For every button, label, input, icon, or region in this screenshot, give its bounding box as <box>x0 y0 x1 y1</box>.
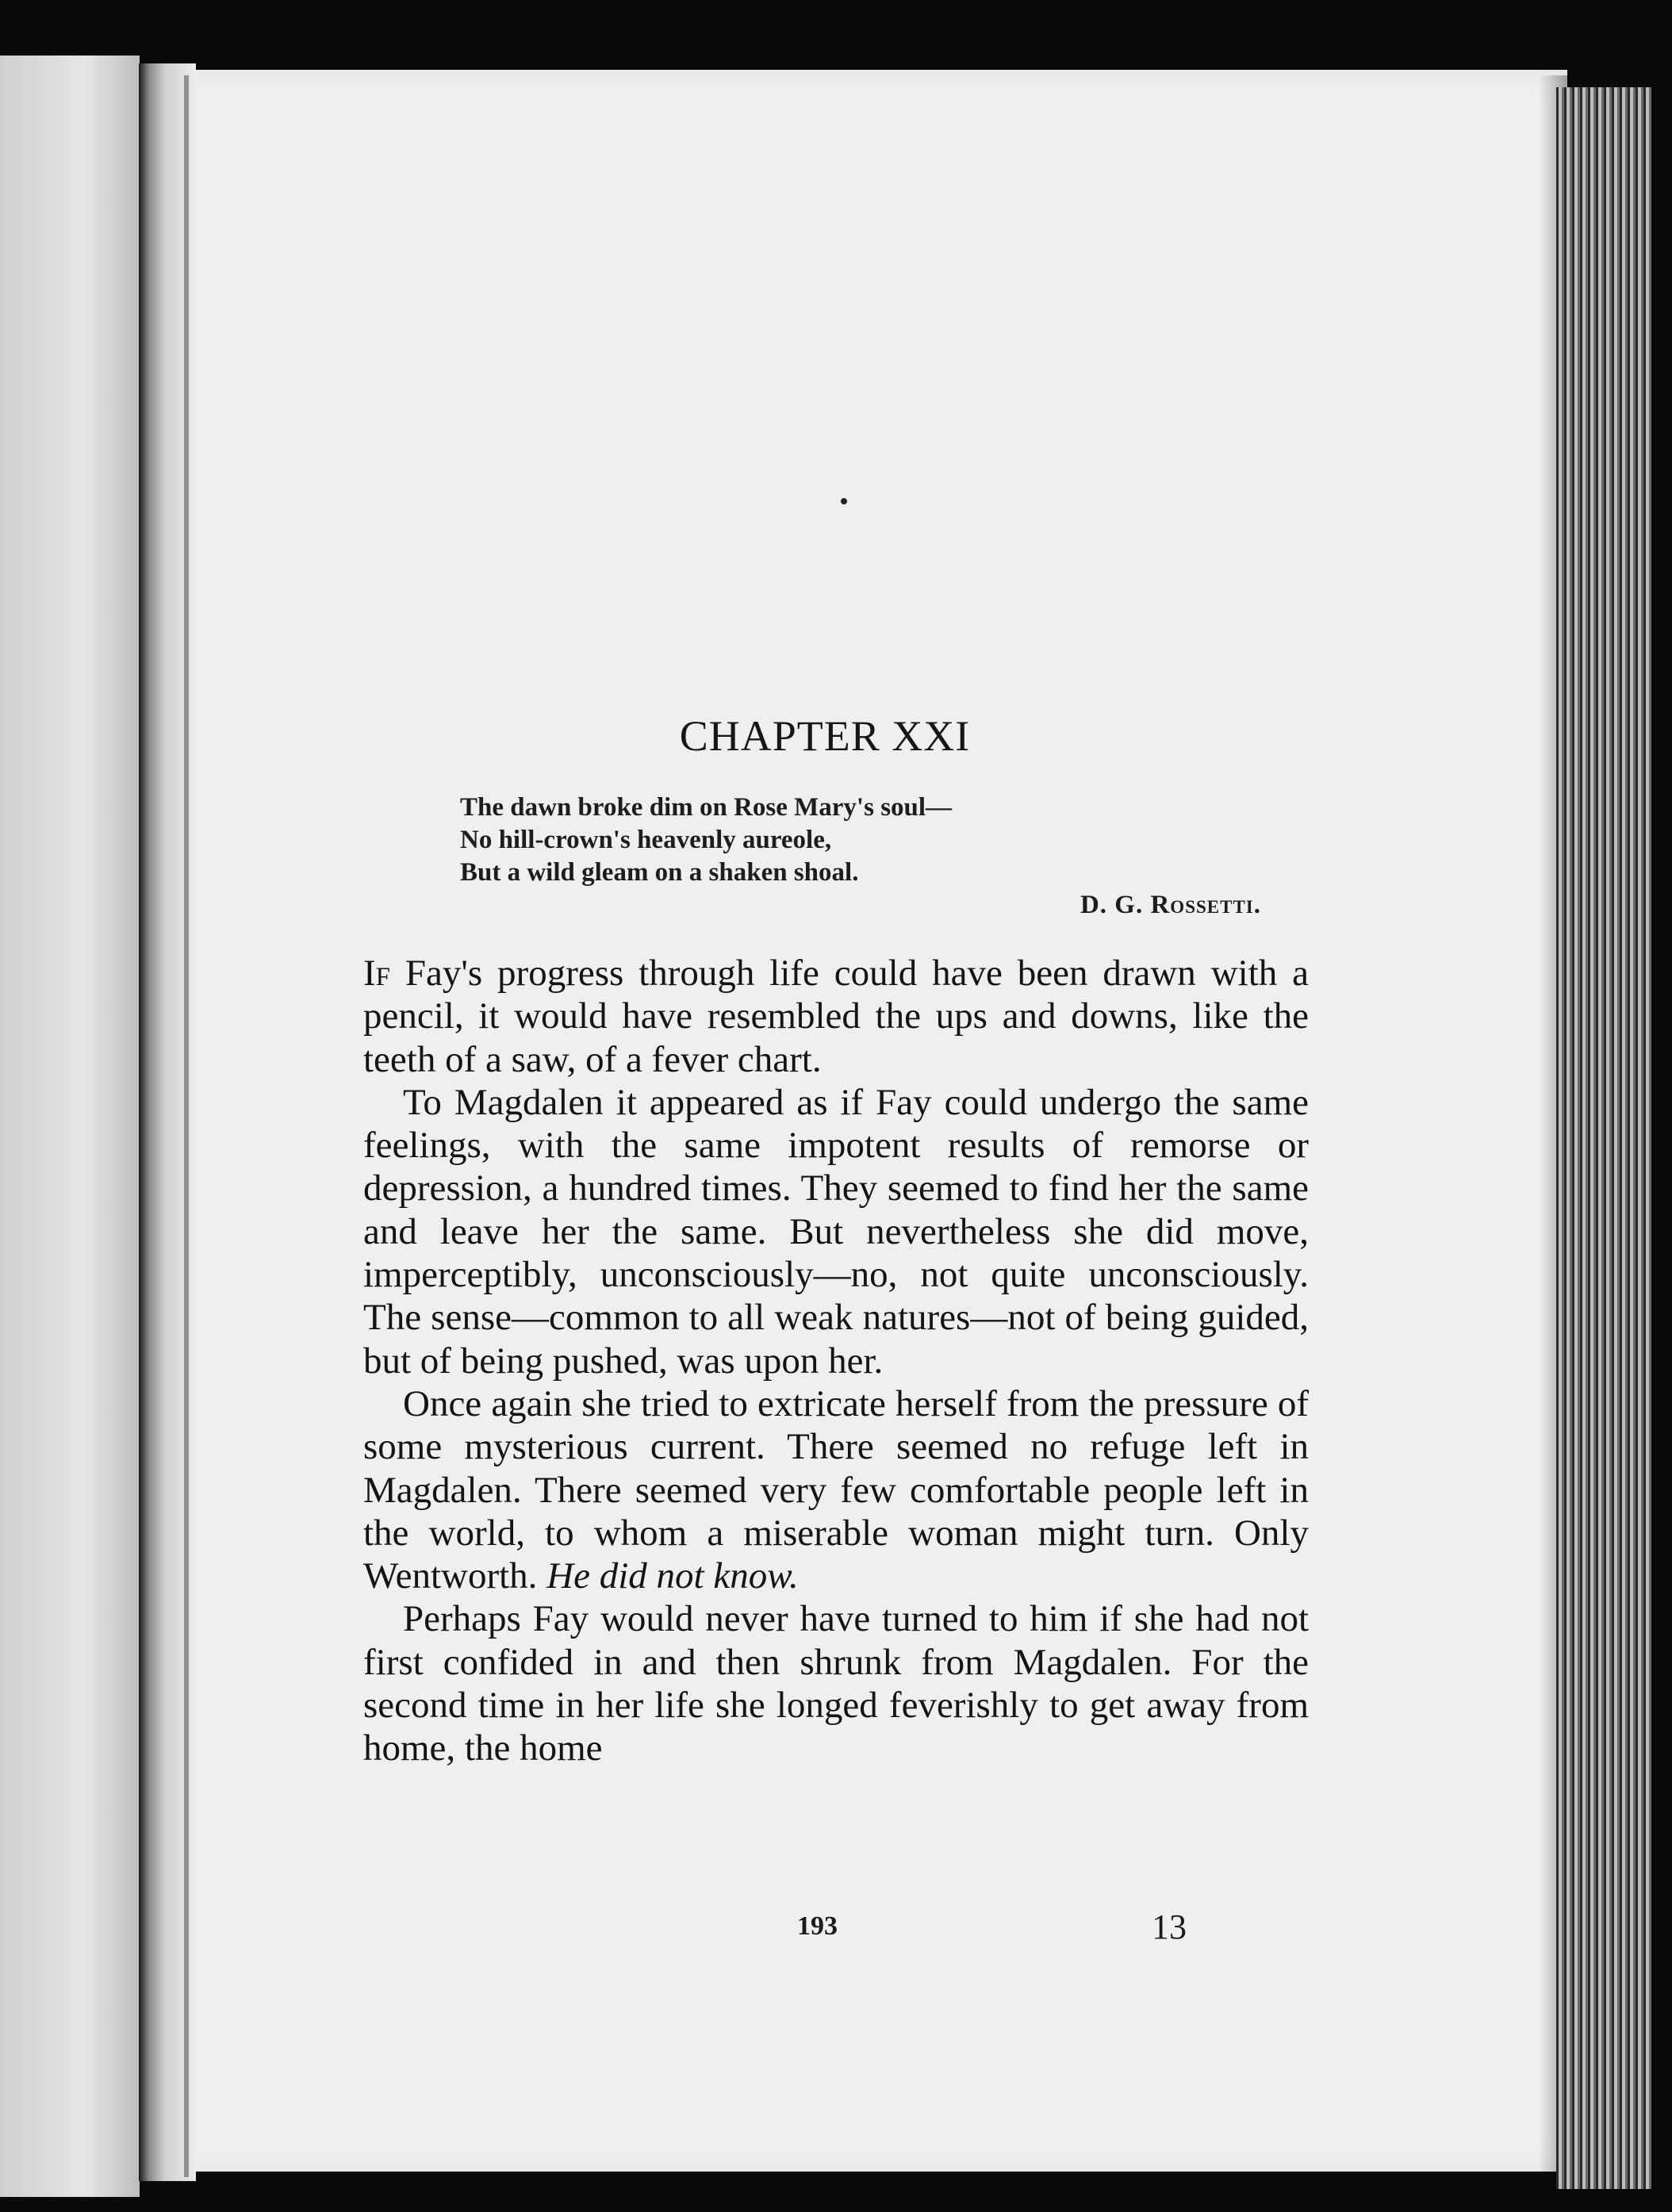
binding-fold-line <box>184 75 189 2177</box>
opening-word: If <box>363 953 391 994</box>
epigraph-attribution: D. G. Rossetti. <box>1080 891 1261 919</box>
paragraph: To Magdalen it appeared as if Fay could undergo the same feelings, with the same impotent results of remorse or depression, a hundred times. They seemed to find her the same and leave her the same. But nevertheless she did move, imperceptibly, unconsciously—no, not quite unconsciously. The sense—common to all weak natures—not of being guided, but of being pushed, was upon her. <box>363 1081 1309 1382</box>
chapter-title: CHAPTER XXI <box>679 712 971 760</box>
epigraph-line: But a wild gleam on a shaken shoal. <box>460 858 859 887</box>
page-number: 193 <box>797 1911 838 1941</box>
epigraph <box>460 792 1277 922</box>
chapter-body <box>363 952 1309 1770</box>
paragraph <box>363 1382 1309 1597</box>
paragraph: Perhaps Fay would never have turned to him if she had not first confided in and then shrunk from Magdalen. For the second time in her life she longed feverishly to get away from home, the home <box>363 1598 1309 1769</box>
fore-edge-page-stack <box>1556 87 1651 2189</box>
epigraph-line: The dawn broke dim on Rose Mary's soul— <box>460 793 953 822</box>
paragraph-text: Fay's progress through life could have been drawn with a pencil, it would have resembled the ups and downs, like the teeth of a saw, of a fever chart. <box>363 953 1309 1080</box>
paragraph-text: Once again she tried to extricate herself from the pressure of some mysterious current. There seemed no refuge left in Magdalen. There seemed very few comfortable people left in the world, to whom a miserable woman might turn. Only Wentworth. <box>363 1382 1309 1597</box>
scan-speck <box>841 498 847 504</box>
paragraph <box>363 952 1309 1081</box>
facing-page-edge <box>0 56 140 2197</box>
signature-mark: 13 <box>1152 1907 1187 1946</box>
italic-phrase: He did not know. <box>546 1555 799 1597</box>
epigraph-line: No hill-crown's heavenly aureole, <box>460 826 832 854</box>
